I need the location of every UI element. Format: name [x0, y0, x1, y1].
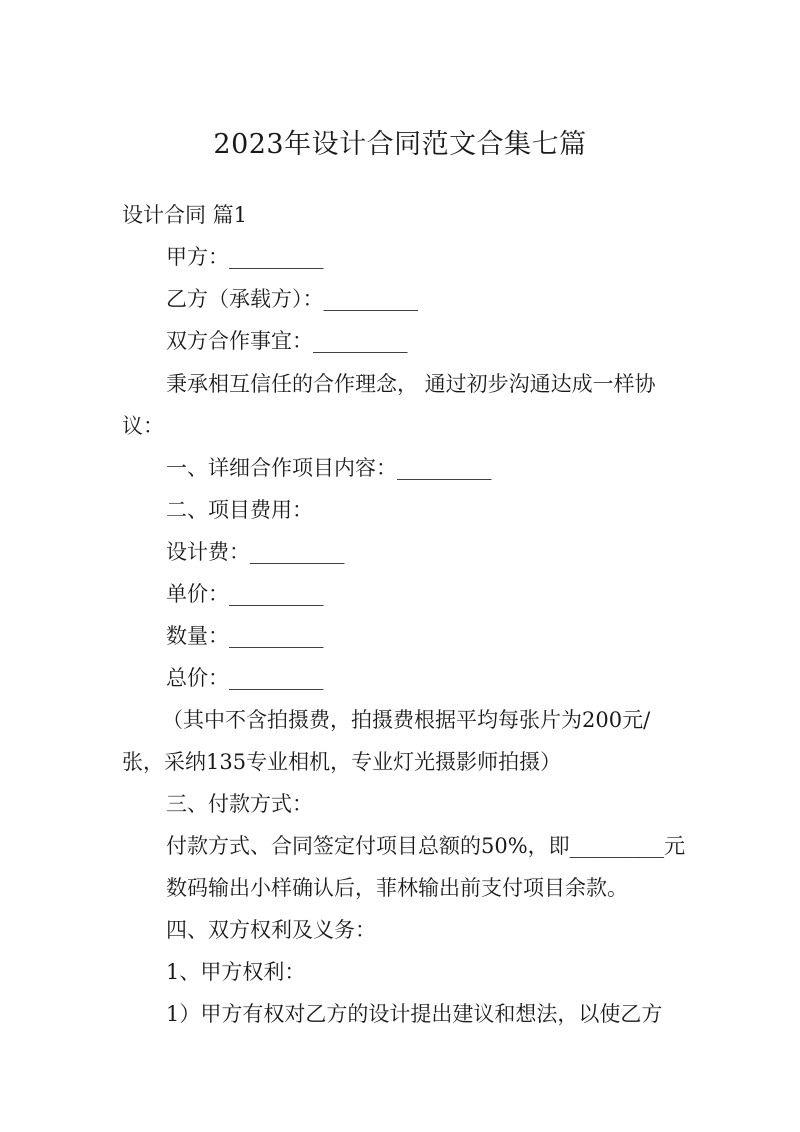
party-a-rights-item-1: 1）甲方有权对乙方的设计提出建议和想法，以使乙方	[166, 1002, 663, 1026]
unit-price-line: 单价：_________	[166, 582, 324, 606]
total-price-line: 总价：_________	[166, 666, 324, 690]
balance-payment-line: 数码输出小样确认后，菲林输出前支付项目余款。	[166, 876, 628, 900]
quantity-line: 数量：_________	[166, 624, 324, 648]
document-title: 2023年设计合同范文合集七篇	[213, 129, 587, 160]
section-heading: 设计合同 篇1	[122, 203, 248, 227]
party-a-rights-heading: 1、甲方权利：	[166, 960, 306, 984]
payment-method-line: 付款方式、合同签定付项目总额的50%，即_________元	[166, 834, 686, 858]
photo-fee-note-line-1: （其中不含拍摄费，拍摄费根据平均每张片为200元/	[162, 708, 651, 732]
photo-fee-note-line-2: 张，采纳135专业相机，专业灯光摄影师拍摄）	[122, 750, 562, 774]
party-a-line: 甲方：_________	[166, 245, 324, 269]
clause-1-heading: 一、详细合作项目内容：_________	[166, 456, 492, 480]
clause-4-heading: 四、双方权利及义务：	[166, 918, 376, 942]
design-fee-line: 设计费：_________	[166, 540, 345, 564]
preamble-line-1: 秉承相互信任的合作理念， 通过初步沟通达成一样协	[166, 372, 656, 396]
party-b-line: 乙方（承载方）：_________	[166, 287, 418, 311]
preamble-line-2: 议：	[122, 414, 164, 438]
clause-3-heading: 三、付款方式：	[166, 792, 313, 816]
clause-2-heading: 二、项目费用：	[166, 498, 313, 522]
cooperation-matters-line: 双方合作事宜：_________	[166, 329, 408, 353]
